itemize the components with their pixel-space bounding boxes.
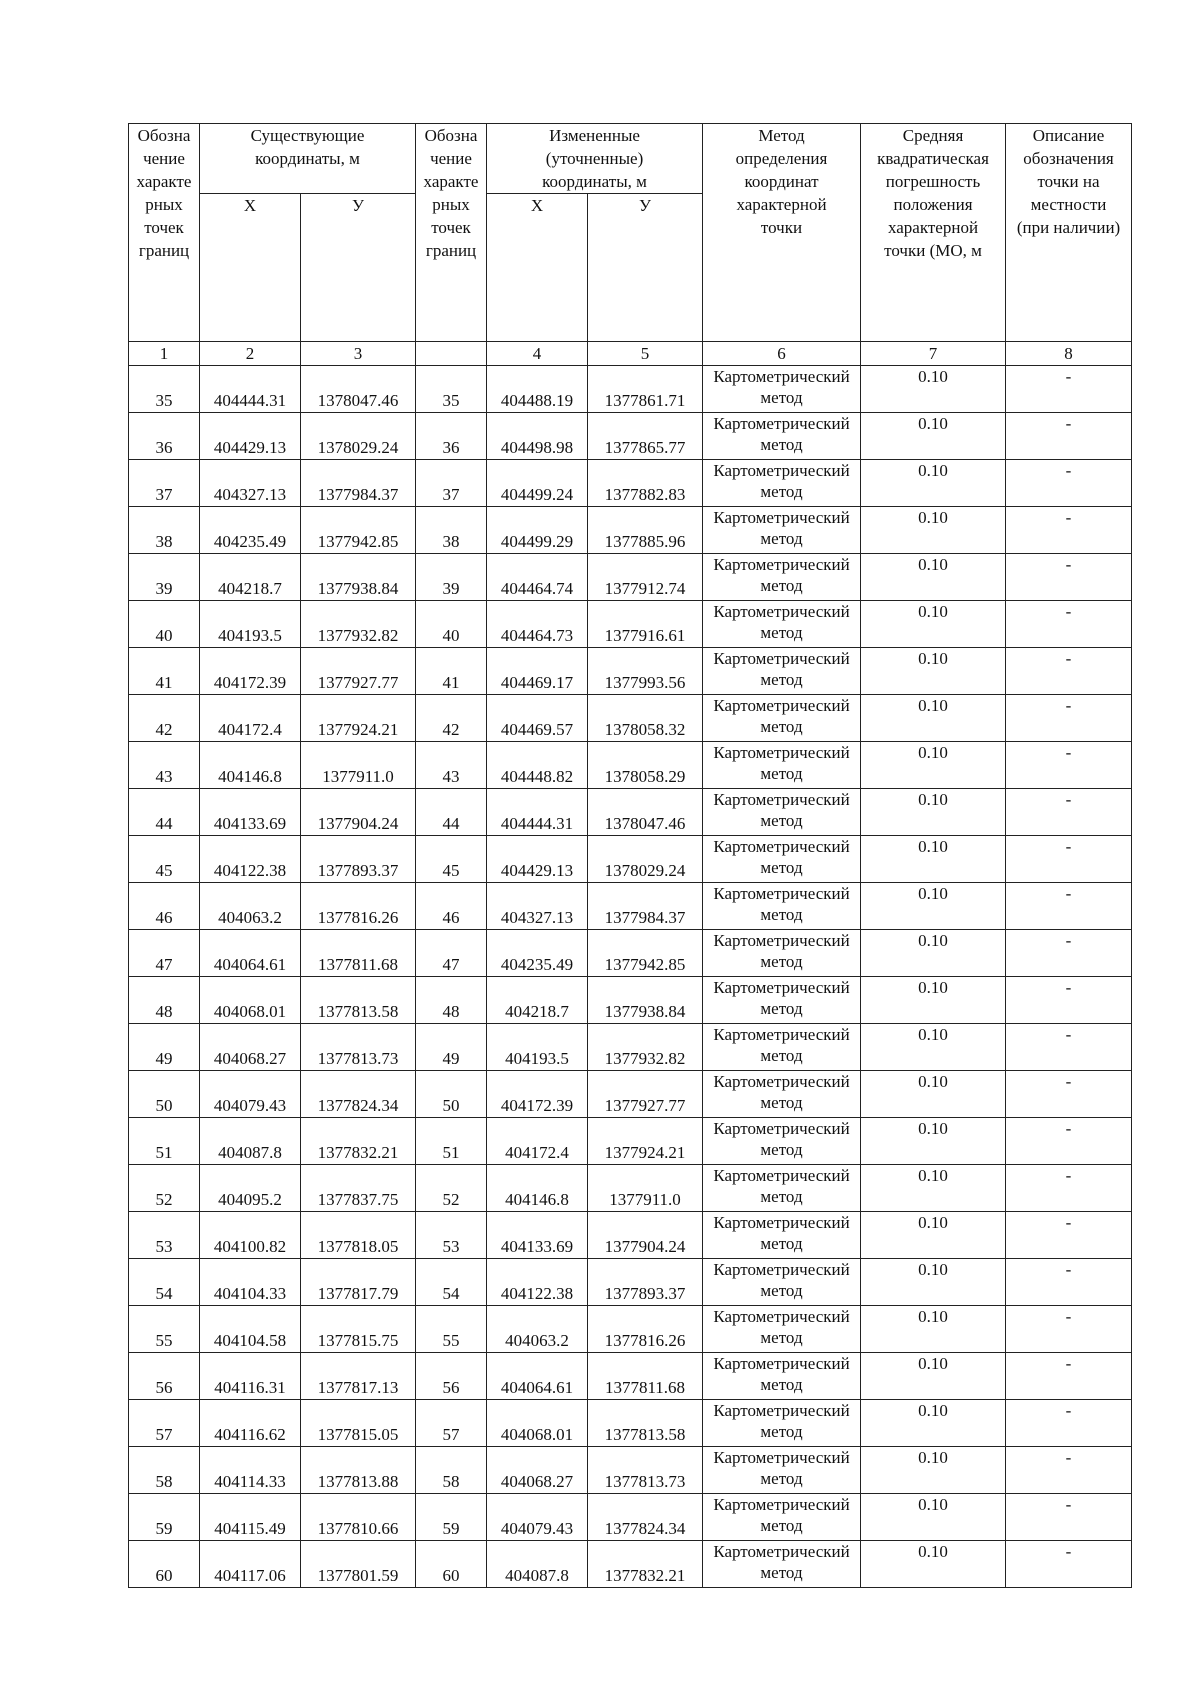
error-cell: 0.10 — [861, 601, 1006, 648]
changed-x-cell: 404235.49 — [487, 930, 588, 977]
existing-y-cell: 1377811.68 — [301, 930, 416, 977]
table-row — [129, 1494, 1132, 1541]
changed-y-cell: 1377816.26 — [588, 1306, 703, 1353]
method-cell: Картометрический метод — [703, 1353, 861, 1400]
error-cell: 0.10 — [861, 648, 1006, 695]
header-point-id-label: Обозна чение характе рных точек границ — [136, 126, 192, 260]
existing-y-cell: 1377837.75 — [301, 1165, 416, 1212]
changed-x-cell: 404488.19 — [487, 366, 588, 413]
point-id-2-cell: 51 — [416, 1118, 487, 1165]
existing-y-cell: 1378029.24 — [301, 413, 416, 460]
table-row — [129, 507, 1132, 554]
changed-x-cell: 404499.24 — [487, 460, 588, 507]
error-cell: 0.10 — [861, 789, 1006, 836]
table-body — [129, 366, 1132, 1588]
point-id-cell: 56 — [129, 1353, 200, 1400]
error-cell: 0.10 — [861, 1400, 1006, 1447]
changed-x-cell: 404469.17 — [487, 648, 588, 695]
table-row — [129, 1024, 1132, 1071]
existing-y-cell: 1377832.21 — [301, 1118, 416, 1165]
point-id-cell: 47 — [129, 930, 200, 977]
point-id-cell: 58 — [129, 1447, 200, 1494]
header-changed-coords — [487, 124, 703, 194]
table-row — [129, 554, 1132, 601]
method-cell: Картометрический метод — [703, 742, 861, 789]
error-cell: 0.10 — [861, 695, 1006, 742]
table-row — [129, 1353, 1132, 1400]
table-row — [129, 789, 1132, 836]
changed-x-cell: 404498.98 — [487, 413, 588, 460]
method-cell: Картометрический метод — [703, 1071, 861, 1118]
point-id-cell: 53 — [129, 1212, 200, 1259]
description-cell: - — [1006, 554, 1132, 601]
header-point-id-2 — [416, 124, 487, 342]
table-row — [129, 1447, 1132, 1494]
existing-x-cell: 404079.43 — [200, 1071, 301, 1118]
point-id-cell: 54 — [129, 1259, 200, 1306]
description-cell: - — [1006, 1259, 1132, 1306]
existing-y-cell: 1377816.26 — [301, 883, 416, 930]
description-cell: - — [1006, 1494, 1132, 1541]
point-id-cell: 60 — [129, 1541, 200, 1588]
table-row — [129, 601, 1132, 648]
description-cell: - — [1006, 930, 1132, 977]
method-cell: Картометрический метод — [703, 1447, 861, 1494]
table-row — [129, 413, 1132, 460]
changed-y-cell: 1377813.73 — [588, 1447, 703, 1494]
point-id-cell: 51 — [129, 1118, 200, 1165]
error-cell: 0.10 — [861, 1494, 1006, 1541]
error-cell: 0.10 — [861, 1118, 1006, 1165]
changed-x-cell: 404172.39 — [487, 1071, 588, 1118]
method-cell: Картометрический метод — [703, 1306, 861, 1353]
changed-x-cell: 404068.01 — [487, 1400, 588, 1447]
header-y: У — [301, 194, 416, 342]
changed-y-cell: 1377938.84 — [588, 977, 703, 1024]
point-id-cell: 42 — [129, 695, 200, 742]
point-id-2-cell: 39 — [416, 554, 487, 601]
existing-x-cell: 404095.2 — [200, 1165, 301, 1212]
table-row — [129, 1400, 1132, 1447]
table-row — [129, 460, 1132, 507]
existing-x-cell: 404064.61 — [200, 930, 301, 977]
existing-x-cell: 404146.8 — [200, 742, 301, 789]
existing-x-cell: 404116.62 — [200, 1400, 301, 1447]
header-x2: X — [487, 194, 588, 342]
existing-y-cell: 1377813.58 — [301, 977, 416, 1024]
column-number: 5 — [588, 342, 703, 366]
changed-y-cell: 1377813.58 — [588, 1400, 703, 1447]
method-cell: Картометрический метод — [703, 789, 861, 836]
point-id-2-cell: 37 — [416, 460, 487, 507]
coordinates-table — [128, 123, 1132, 1588]
method-cell: Картометрический метод — [703, 930, 861, 977]
changed-y-cell: 1377865.77 — [588, 413, 703, 460]
existing-y-cell: 1377911.0 — [301, 742, 416, 789]
description-cell: - — [1006, 601, 1132, 648]
existing-y-cell: 1377942.85 — [301, 507, 416, 554]
existing-x-cell: 404172.4 — [200, 695, 301, 742]
existing-y-cell: 1377801.59 — [301, 1541, 416, 1588]
description-cell: - — [1006, 836, 1132, 883]
point-id-2-cell: 55 — [416, 1306, 487, 1353]
existing-y-cell: 1377824.34 — [301, 1071, 416, 1118]
existing-x-cell: 404444.31 — [200, 366, 301, 413]
table-row — [129, 883, 1132, 930]
point-id-cell: 50 — [129, 1071, 200, 1118]
error-cell: 0.10 — [861, 507, 1006, 554]
header-description — [1006, 124, 1132, 342]
column-number: 3 — [301, 342, 416, 366]
error-cell: 0.10 — [861, 1024, 1006, 1071]
point-id-2-cell: 52 — [416, 1165, 487, 1212]
table-row — [129, 695, 1132, 742]
changed-y-cell: 1378029.24 — [588, 836, 703, 883]
description-cell: - — [1006, 883, 1132, 930]
existing-x-cell: 404133.69 — [200, 789, 301, 836]
header-method-label: Метод определения координат характерной точки — [735, 126, 828, 237]
error-cell: 0.10 — [861, 930, 1006, 977]
error-cell: 0.10 — [861, 883, 1006, 930]
changed-x-cell: 404133.69 — [487, 1212, 588, 1259]
method-cell: Картометрический метод — [703, 460, 861, 507]
changed-x-cell: 404064.61 — [487, 1353, 588, 1400]
point-id-cell: 57 — [129, 1400, 200, 1447]
method-cell: Картометрический метод — [703, 601, 861, 648]
existing-x-cell: 404235.49 — [200, 507, 301, 554]
description-cell: - — [1006, 413, 1132, 460]
method-cell: Картометрический метод — [703, 883, 861, 930]
changed-y-cell: 1377912.74 — [588, 554, 703, 601]
point-id-cell: 55 — [129, 1306, 200, 1353]
changed-y-cell: 1377893.37 — [588, 1259, 703, 1306]
existing-x-cell: 404122.38 — [200, 836, 301, 883]
error-cell: 0.10 — [861, 1259, 1006, 1306]
changed-x-cell: 404146.8 — [487, 1165, 588, 1212]
point-id-cell: 39 — [129, 554, 200, 601]
error-cell: 0.10 — [861, 1212, 1006, 1259]
method-cell: Картометрический метод — [703, 413, 861, 460]
table-row — [129, 1541, 1132, 1588]
error-cell: 0.10 — [861, 742, 1006, 789]
changed-y-cell: 1378058.29 — [588, 742, 703, 789]
existing-x-cell: 404063.2 — [200, 883, 301, 930]
description-cell: - — [1006, 460, 1132, 507]
existing-x-cell: 404429.13 — [200, 413, 301, 460]
column-number: 6 — [703, 342, 861, 366]
changed-x-cell: 404448.82 — [487, 742, 588, 789]
changed-y-cell: 1377932.82 — [588, 1024, 703, 1071]
description-cell: - — [1006, 977, 1132, 1024]
column-number: 7 — [861, 342, 1006, 366]
description-cell: - — [1006, 1400, 1132, 1447]
existing-x-cell: 404193.5 — [200, 601, 301, 648]
header-point-id-2-label: Обозна чение характе рных точек границ — [423, 126, 479, 260]
description-cell: - — [1006, 742, 1132, 789]
column-number — [416, 342, 487, 366]
point-id-2-cell: 54 — [416, 1259, 487, 1306]
header-description-label: Описание обозначения точки на местности (при наличии) — [1016, 126, 1121, 237]
changed-x-cell: 404172.4 — [487, 1118, 588, 1165]
existing-y-cell: 1377932.82 — [301, 601, 416, 648]
existing-x-cell: 404117.06 — [200, 1541, 301, 1588]
changed-x-cell: 404063.2 — [487, 1306, 588, 1353]
error-cell: 0.10 — [861, 1071, 1006, 1118]
description-cell: - — [1006, 1165, 1132, 1212]
point-id-cell: 45 — [129, 836, 200, 883]
description-cell: - — [1006, 1353, 1132, 1400]
error-cell: 0.10 — [861, 1447, 1006, 1494]
point-id-cell: 43 — [129, 742, 200, 789]
header-point-id — [129, 124, 200, 342]
description-cell: - — [1006, 1306, 1132, 1353]
point-id-2-cell: 60 — [416, 1541, 487, 1588]
error-cell: 0.10 — [861, 977, 1006, 1024]
table-row — [129, 930, 1132, 977]
method-cell: Картометрический метод — [703, 554, 861, 601]
description-cell: - — [1006, 1118, 1132, 1165]
changed-y-cell: 1377882.83 — [588, 460, 703, 507]
method-cell: Картометрический метод — [703, 1024, 861, 1071]
changed-y-cell: 1377885.96 — [588, 507, 703, 554]
description-cell: - — [1006, 1071, 1132, 1118]
description-cell: - — [1006, 366, 1132, 413]
table-row — [129, 1306, 1132, 1353]
header-changed-coords-label: Измененные (уточненные) координаты, м — [542, 126, 647, 191]
description-cell: - — [1006, 1212, 1132, 1259]
existing-x-cell: 404115.49 — [200, 1494, 301, 1541]
existing-y-cell: 1377810.66 — [301, 1494, 416, 1541]
point-id-2-cell: 59 — [416, 1494, 487, 1541]
changed-y-cell: 1377911.0 — [588, 1165, 703, 1212]
existing-x-cell: 404068.27 — [200, 1024, 301, 1071]
method-cell: Картометрический метод — [703, 366, 861, 413]
point-id-cell: 46 — [129, 883, 200, 930]
existing-y-cell: 1377924.21 — [301, 695, 416, 742]
method-cell: Картометрический метод — [703, 507, 861, 554]
header-existing-coords-label: Существующие координаты, м — [250, 126, 365, 168]
changed-y-cell: 1377916.61 — [588, 601, 703, 648]
method-cell: Картометрический метод — [703, 836, 861, 883]
existing-y-cell: 1377984.37 — [301, 460, 416, 507]
point-id-2-cell: 40 — [416, 601, 487, 648]
changed-y-cell: 1377832.21 — [588, 1541, 703, 1588]
point-id-2-cell: 42 — [416, 695, 487, 742]
point-id-2-cell: 47 — [416, 930, 487, 977]
column-number: 4 — [487, 342, 588, 366]
changed-y-cell: 1377927.77 — [588, 1071, 703, 1118]
point-id-2-cell: 44 — [416, 789, 487, 836]
existing-x-cell: 404327.13 — [200, 460, 301, 507]
table-row — [129, 836, 1132, 883]
description-cell: - — [1006, 1541, 1132, 1588]
description-cell: - — [1006, 789, 1132, 836]
table-row — [129, 742, 1132, 789]
existing-y-cell: 1377817.79 — [301, 1259, 416, 1306]
changed-x-cell: 404464.73 — [487, 601, 588, 648]
existing-y-cell: 1377904.24 — [301, 789, 416, 836]
changed-y-cell: 1377811.68 — [588, 1353, 703, 1400]
header-error — [861, 124, 1006, 342]
changed-x-cell: 404444.31 — [487, 789, 588, 836]
table-row — [129, 1118, 1132, 1165]
point-id-cell: 49 — [129, 1024, 200, 1071]
changed-x-cell: 404499.29 — [487, 507, 588, 554]
existing-x-cell: 404104.33 — [200, 1259, 301, 1306]
table-row — [129, 1165, 1132, 1212]
point-id-2-cell: 48 — [416, 977, 487, 1024]
table-row — [129, 366, 1132, 413]
existing-y-cell: 1377817.13 — [301, 1353, 416, 1400]
error-cell: 0.10 — [861, 554, 1006, 601]
method-cell: Картометрический метод — [703, 1400, 861, 1447]
changed-x-cell: 404087.8 — [487, 1541, 588, 1588]
point-id-cell: 35 — [129, 366, 200, 413]
changed-x-cell: 404079.43 — [487, 1494, 588, 1541]
existing-x-cell: 404100.82 — [200, 1212, 301, 1259]
existing-x-cell: 404172.39 — [200, 648, 301, 695]
error-cell: 0.10 — [861, 1353, 1006, 1400]
error-cell: 0.10 — [861, 1306, 1006, 1353]
existing-y-cell: 1377818.05 — [301, 1212, 416, 1259]
changed-x-cell: 404193.5 — [487, 1024, 588, 1071]
existing-x-cell: 404218.7 — [200, 554, 301, 601]
method-cell: Картометрический метод — [703, 1259, 861, 1306]
point-id-2-cell: 35 — [416, 366, 487, 413]
column-number: 2 — [200, 342, 301, 366]
changed-x-cell: 404464.74 — [487, 554, 588, 601]
description-cell: - — [1006, 1024, 1132, 1071]
point-id-2-cell: 57 — [416, 1400, 487, 1447]
table-row — [129, 977, 1132, 1024]
description-cell: - — [1006, 507, 1132, 554]
error-cell: 0.10 — [861, 460, 1006, 507]
changed-x-cell: 404218.7 — [487, 977, 588, 1024]
header-existing-coords — [200, 124, 416, 194]
changed-x-cell: 404429.13 — [487, 836, 588, 883]
changed-y-cell: 1377993.56 — [588, 648, 703, 695]
changed-y-cell: 1377824.34 — [588, 1494, 703, 1541]
existing-y-cell: 1377813.88 — [301, 1447, 416, 1494]
existing-y-cell: 1377815.05 — [301, 1400, 416, 1447]
description-cell: - — [1006, 695, 1132, 742]
table-row — [129, 648, 1132, 695]
error-cell: 0.10 — [861, 413, 1006, 460]
header-y2: У — [588, 194, 703, 342]
method-cell: Картометрический метод — [703, 1541, 861, 1588]
header-method — [703, 124, 861, 342]
changed-x-cell: 404327.13 — [487, 883, 588, 930]
point-id-2-cell: 50 — [416, 1071, 487, 1118]
existing-y-cell: 1377893.37 — [301, 836, 416, 883]
existing-y-cell: 1377813.73 — [301, 1024, 416, 1071]
existing-x-cell: 404087.8 — [200, 1118, 301, 1165]
point-id-cell: 40 — [129, 601, 200, 648]
changed-x-cell: 404469.57 — [487, 695, 588, 742]
changed-y-cell: 1378058.32 — [588, 695, 703, 742]
existing-x-cell: 404104.58 — [200, 1306, 301, 1353]
point-id-cell: 48 — [129, 977, 200, 1024]
point-id-cell: 36 — [129, 413, 200, 460]
table-row — [129, 1259, 1132, 1306]
table-row — [129, 1212, 1132, 1259]
point-id-cell: 52 — [129, 1165, 200, 1212]
existing-y-cell: 1377927.77 — [301, 648, 416, 695]
point-id-2-cell: 43 — [416, 742, 487, 789]
error-cell: 0.10 — [861, 366, 1006, 413]
existing-y-cell: 1377815.75 — [301, 1306, 416, 1353]
point-id-cell: 59 — [129, 1494, 200, 1541]
point-id-2-cell: 41 — [416, 648, 487, 695]
method-cell: Картометрический метод — [703, 1494, 861, 1541]
description-cell: - — [1006, 1447, 1132, 1494]
point-id-2-cell: 58 — [416, 1447, 487, 1494]
point-id-2-cell: 36 — [416, 413, 487, 460]
method-cell: Картометрический метод — [703, 1118, 861, 1165]
changed-y-cell: 1377942.85 — [588, 930, 703, 977]
existing-x-cell: 404114.33 — [200, 1447, 301, 1494]
header-x: X — [200, 194, 301, 342]
point-id-cell: 44 — [129, 789, 200, 836]
method-cell: Картометрический метод — [703, 977, 861, 1024]
point-id-cell: 41 — [129, 648, 200, 695]
point-id-2-cell: 53 — [416, 1212, 487, 1259]
point-id-cell: 38 — [129, 507, 200, 554]
error-cell: 0.10 — [861, 836, 1006, 883]
error-cell: 0.10 — [861, 1165, 1006, 1212]
point-id-2-cell: 46 — [416, 883, 487, 930]
column-number: 1 — [129, 342, 200, 366]
point-id-2-cell: 38 — [416, 507, 487, 554]
existing-x-cell: 404116.31 — [200, 1353, 301, 1400]
point-id-cell: 37 — [129, 460, 200, 507]
changed-x-cell: 404122.38 — [487, 1259, 588, 1306]
changed-y-cell: 1377984.37 — [588, 883, 703, 930]
method-cell: Картометрический метод — [703, 1165, 861, 1212]
point-id-2-cell: 56 — [416, 1353, 487, 1400]
table-row — [129, 1071, 1132, 1118]
existing-y-cell: 1377938.84 — [301, 554, 416, 601]
existing-x-cell: 404068.01 — [200, 977, 301, 1024]
method-cell: Картометрический метод — [703, 695, 861, 742]
changed-y-cell: 1377924.21 — [588, 1118, 703, 1165]
method-cell: Картометрический метод — [703, 648, 861, 695]
error-cell: 0.10 — [861, 1541, 1006, 1588]
changed-y-cell: 1377904.24 — [588, 1212, 703, 1259]
column-number: 8 — [1006, 342, 1132, 366]
column-numbers-row — [129, 342, 1132, 366]
existing-y-cell: 1378047.46 — [301, 366, 416, 413]
changed-x-cell: 404068.27 — [487, 1447, 588, 1494]
changed-y-cell: 1377861.71 — [588, 366, 703, 413]
point-id-2-cell: 45 — [416, 836, 487, 883]
header-error-label: Средняя квадратическая погрешность положения характерной точки (МО, м — [877, 126, 989, 260]
changed-y-cell: 1378047.46 — [588, 789, 703, 836]
description-cell: - — [1006, 648, 1132, 695]
point-id-2-cell: 49 — [416, 1024, 487, 1071]
method-cell: Картометрический метод — [703, 1212, 861, 1259]
